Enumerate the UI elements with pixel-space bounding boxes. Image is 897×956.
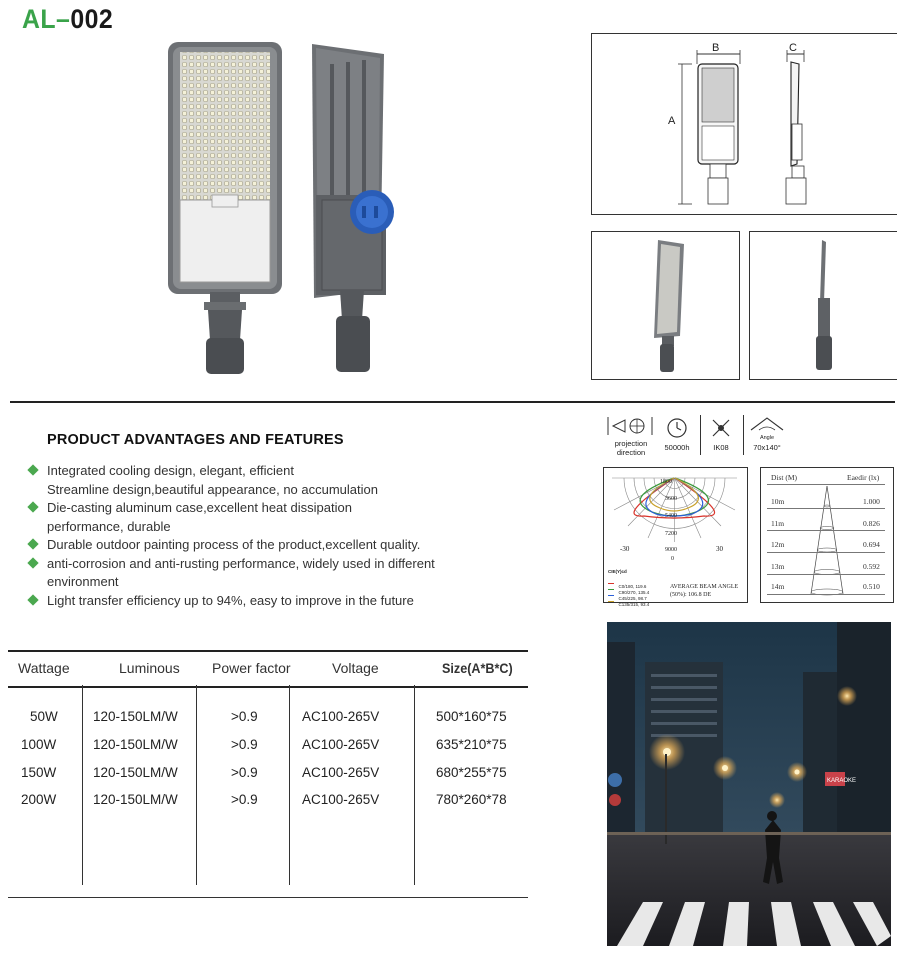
cell-wattage: 50W <box>30 709 58 724</box>
header-power-factor: Power factor <box>212 660 291 676</box>
cell-wattage: 150W <box>21 765 57 780</box>
feature-line-1: Light transfer efficiency up to 94%, easy to improve in the future <box>47 592 414 608</box>
dim-label-c: C <box>789 42 797 54</box>
clock-icon <box>665 417 689 439</box>
table-rule <box>767 594 885 595</box>
feature-line-1: Integrated cooling design, elegant, efficient <box>47 463 294 478</box>
beam-angle-line2: (50%): 106.8 DE <box>670 592 712 598</box>
feature-line-1: anti-corrosion and anti-rusting performance, widely used in different <box>47 555 435 571</box>
dim-label-a: A <box>668 115 676 127</box>
dim-label-b: B <box>712 42 720 54</box>
cell-voltage: AC100-265V <box>302 765 380 780</box>
header-wattage: Wattage <box>18 660 70 676</box>
impact-icon <box>710 417 732 439</box>
dimension-drawing-svg <box>592 34 895 212</box>
illuminance-table <box>760 467 894 603</box>
cell-luminous: 120-150LM/W <box>93 765 178 780</box>
cell-wattage: 100W <box>21 737 57 752</box>
table-rule <box>767 484 885 485</box>
table-rule <box>767 508 885 509</box>
table-rule <box>767 530 885 531</box>
icon-divider <box>743 415 744 455</box>
page-title <box>22 4 113 35</box>
header-voltage: Voltage <box>332 660 379 676</box>
table-rule <box>767 552 885 553</box>
product-front-image <box>160 40 290 380</box>
dist-value: 11m <box>771 519 785 528</box>
dist-value: 10m <box>771 497 785 506</box>
lux-value: 0.592 <box>863 562 880 571</box>
title-dash: – <box>56 4 71 34</box>
cell-luminous: 120-150LM/W <box>93 737 178 752</box>
cell-voltage: AC100-265V <box>302 709 380 724</box>
dist-value: 12m <box>771 540 785 549</box>
beam-angle-line1: AVERAGE BEAM ANGLE <box>670 584 739 590</box>
projection-label-line1: projection <box>614 439 648 448</box>
dist-value: 13m <box>771 562 785 571</box>
table-rule <box>767 574 885 575</box>
product-angle-illustration-1 <box>592 232 737 377</box>
cell-power-factor: >0.9 <box>231 709 258 724</box>
cell-wattage: 200W <box>21 792 57 807</box>
cell-size: 635*210*75 <box>436 737 507 752</box>
polar-legend-title: CIE(Y)cd <box>608 569 627 574</box>
feature-line-2: performance, durable <box>47 518 171 534</box>
feature-line-1: Durable outdoor painting process of the product,excellent quality. <box>47 537 421 552</box>
feature-line-2: Streamline design,beautiful appearance, no accumulation <box>47 481 378 497</box>
table-bottom-rule <box>8 897 528 898</box>
polar-radial-tick: 9000 <box>665 547 677 553</box>
polar-legend-item <box>608 593 668 607</box>
projection-label <box>609 439 653 457</box>
feature-item <box>28 499 468 536</box>
spec-header-row <box>8 650 528 688</box>
polar-legend <box>608 575 668 607</box>
polar-curve-series <box>650 478 699 511</box>
cell-voltage: AC100-265V <box>302 737 380 752</box>
cell-size: 680*255*75 <box>436 765 507 780</box>
cell-size: 500*160*75 <box>436 709 507 724</box>
projection-icon <box>607 415 655 437</box>
header-luminous: Luminous <box>119 660 180 676</box>
feature-item <box>28 555 468 592</box>
table-column-line <box>82 685 83 885</box>
feature-item <box>28 462 468 499</box>
table-column-line <box>289 685 290 885</box>
feature-item <box>28 592 468 611</box>
title-prefix: AL <box>22 4 57 34</box>
cell-luminous: 120-150LM/W <box>93 709 178 724</box>
section-divider <box>10 401 895 403</box>
legend-label: C45/225, 98.7 <box>618 596 647 601</box>
street-night-photo <box>607 622 891 946</box>
product-angle-illustration-2 <box>750 232 895 377</box>
title-number: 002 <box>70 4 114 34</box>
feature-item <box>28 536 468 555</box>
cell-power-factor: >0.9 <box>231 765 258 780</box>
polar-left-tick: -30 <box>620 545 630 553</box>
lux-col-header: Eaedir (lx) <box>847 473 880 482</box>
table-column-line <box>196 685 197 885</box>
dist-col-header: Dist (M) <box>771 473 798 482</box>
lux-value: 0.826 <box>863 519 880 528</box>
lux-value: 0.694 <box>863 540 880 549</box>
angle-small-label: Angle <box>759 435 775 441</box>
light-cone-diagram <box>807 486 847 598</box>
header-size: Size(A*B*C) <box>442 660 513 676</box>
polar-right-tick: 30 <box>716 545 723 553</box>
features-list <box>28 462 468 610</box>
table-column-line <box>414 685 415 885</box>
legend-swatch <box>608 601 614 602</box>
legend-label: C135/315, 93.4 <box>618 602 650 607</box>
angle-label: 70x140° <box>753 443 781 452</box>
impact-label: IK08 <box>713 443 729 452</box>
polar-radial-tick: 5400 <box>665 513 677 519</box>
projection-label-line2: direction <box>616 448 646 457</box>
cell-voltage: AC100-265V <box>302 792 380 807</box>
shop-sign-text: KARAOKE <box>827 778 857 784</box>
feature-line-2: environment <box>47 574 119 589</box>
cell-power-factor: >0.9 <box>231 792 258 807</box>
icon-strip <box>607 415 787 455</box>
cell-size: 780*260*78 <box>436 792 507 807</box>
feature-line-1: Die-casting aluminum case,excellent heat dissipation <box>47 500 352 515</box>
polar-radial-tick: 1800 <box>660 479 672 485</box>
cell-power-factor: >0.9 <box>231 737 258 752</box>
polar-radial-tick: 7200 <box>665 531 677 537</box>
polar-radial-tick: 3600 <box>665 496 677 502</box>
beam-angle-icon <box>749 416 785 436</box>
legend-label: C90/270, 135.4 <box>618 590 650 595</box>
lux-value: 1.000 <box>863 497 880 506</box>
product-side-image <box>300 40 400 380</box>
legend-label: C0/180, 119.6 <box>618 584 647 589</box>
cell-luminous: 120-150LM/W <box>93 792 178 807</box>
features-title: PRODUCT ADVANTAGES AND FEATURES <box>47 432 344 448</box>
icon-divider <box>700 415 701 455</box>
dist-value: 14m <box>771 582 785 591</box>
lux-value: 0.510 <box>863 582 880 591</box>
polar-center-zero: 0 <box>671 556 674 562</box>
lifetime-label: 50000h <box>664 443 690 452</box>
